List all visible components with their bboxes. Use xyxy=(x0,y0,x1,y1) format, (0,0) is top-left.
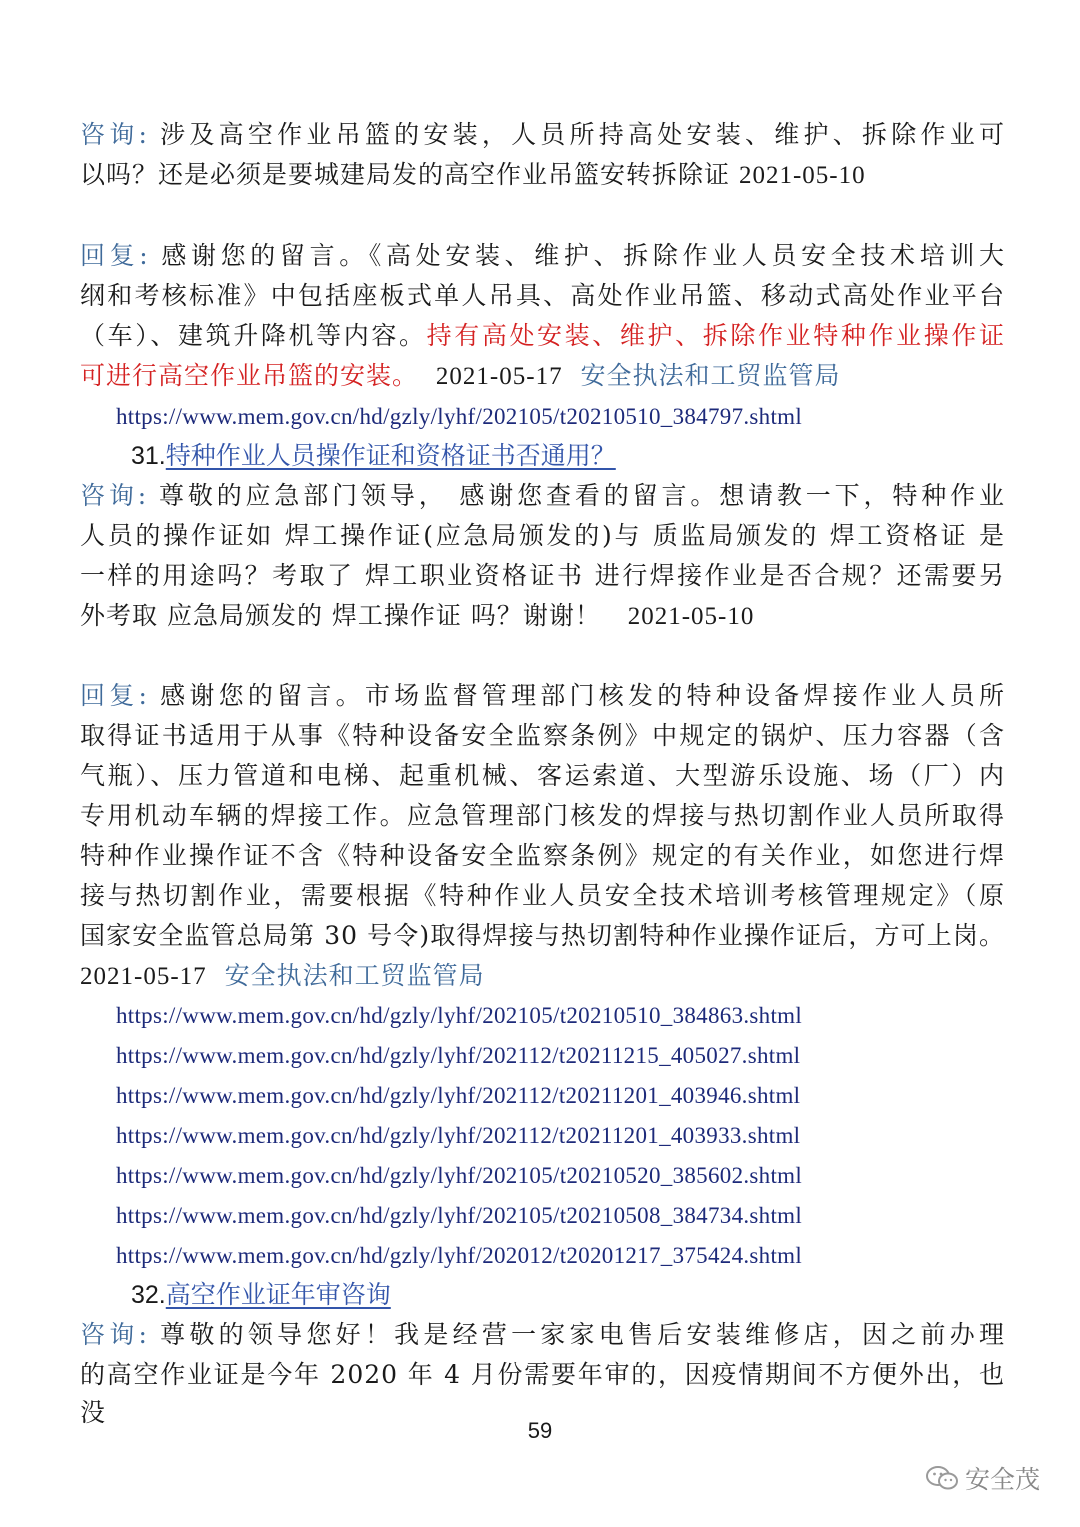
consult-label: 咨询: xyxy=(80,1320,148,1349)
consult-date: 2021-05-10 xyxy=(627,603,755,630)
q31-source-link[interactable]: https://www.mem.gov.cn/hd/gzly/lyhf/202105/t20210508_384734.shtml xyxy=(116,1203,803,1228)
consult-text: 尊敬的应急部门领导， 感谢您查看的留言。想请教一下，特种作业 xyxy=(158,481,1005,510)
watermark-text: 安全茂 xyxy=(965,1465,1041,1494)
consult-text: 人员的操作证如 焊工操作证(应急局颁发的)与 质监局颁发的 焊工资格证 是 xyxy=(80,521,1005,550)
consult-text: 涉及高空作业吊篮的安装，人员所持高处安装、维护、拆除作业可 xyxy=(160,120,1005,149)
q30-reply-line-2 xyxy=(80,277,1005,315)
reply-text: 接与热切割作业，需要根据《特种作业人员安全技术培训考核管理规定》（原 xyxy=(80,881,1005,910)
reply-text: 国家安全监管总局第 30 号令)取得焊接与热切割特种作业操作证后，方可上岗。 xyxy=(80,921,1005,950)
reply-label: 回复: xyxy=(80,241,149,270)
reply-text: 感谢您的留言。市场监督管理部门核发的特种设备焊接作业人员所 xyxy=(160,681,1005,710)
reply-text: 取得证书适用于从事《特种设备安全监察条例》中规定的锅炉、压力容器（含 xyxy=(80,721,1005,750)
consult-date: 2021-05-10 xyxy=(738,162,866,189)
q30-reply-line-3 xyxy=(80,317,1005,355)
q31-reply-line-1 xyxy=(80,677,1005,715)
reply-text: 特种作业操作证不含《特种设备安全监察条例》规定的有关作业，如您进行焊 xyxy=(80,841,1005,870)
q31-reply-line-8 xyxy=(80,957,1005,996)
reply-text: 感谢您的留言。《高处安装、维护、拆除作业人员安全技术培训大 xyxy=(161,241,1005,270)
question-number: 31. xyxy=(131,442,166,470)
q31-consult-line-1 xyxy=(80,477,1005,515)
reply-highlight: 可进行高空作业吊篮的安装。 xyxy=(80,361,419,390)
q31-consult-line-2 xyxy=(80,517,1005,555)
reply-department: 安全执法和工贸监管局 xyxy=(224,961,485,990)
q31-title-link[interactable]: 特种作业人员操作证和资格证书否通用？ xyxy=(165,441,616,470)
q30-reply-line-1 xyxy=(80,237,1005,275)
consult-label: 咨询: xyxy=(80,481,148,510)
page-number: 59 xyxy=(527,1418,553,1443)
consult-text: 一样的用途吗？考取了 焊工职业资格证书 进行焊接作业是否合规？还需要另 xyxy=(80,561,1005,590)
q31-source-link[interactable]: https://www.mem.gov.cn/hd/gzly/lyhf/202112/t20211215_405027.shtml xyxy=(116,1043,801,1068)
q31-reply-line-3 xyxy=(80,757,1005,795)
q31-reply-line-2 xyxy=(80,717,1005,755)
watermark xyxy=(925,1460,1040,1496)
reply-text: 气瓶）、压力管道和电梯、起重机械、客运索道、大型游乐设施、场（厂）内 xyxy=(80,761,1005,790)
q30-source-link[interactable]: https://www.mem.gov.cn/hd/gzly/lyhf/202105/t20210510_384797.shtml xyxy=(116,404,803,429)
reply-date: 2021-05-17 xyxy=(435,363,563,390)
q31-consult-line-4 xyxy=(80,597,1005,636)
reply-text: 纲和考核标准》中包括座板式单人吊具、高处作业吊篮、移动式高处作业平台 xyxy=(80,281,1005,310)
consult-text: 的高空作业证是今年 2020 年 4 月份需要年审的，因疫情期间不方便外出，也没 xyxy=(80,1360,1005,1427)
q31-source-link[interactable]: https://www.mem.gov.cn/hd/gzly/lyhf/202105/t20210510_384863.shtml xyxy=(116,1003,803,1028)
wechat-icon xyxy=(925,1465,959,1491)
reply-highlight: 持有高处安装、维护、拆除作业特种作业操作证 xyxy=(426,321,1005,350)
q31-source-link[interactable]: https://www.mem.gov.cn/hd/gzly/lyhf/202112/t20211201_403946.shtml xyxy=(116,1083,801,1108)
reply-text: （车）、建筑升降机等内容。 xyxy=(80,321,427,350)
q31-reply-line-7 xyxy=(80,917,1005,955)
q30-consult-line-1 xyxy=(80,116,1005,154)
q31-heading xyxy=(131,437,638,475)
consult-label: 咨询: xyxy=(80,120,148,149)
consult-text: 尊敬的领导您好！我是经营一家家电售后安装维修店，因之前办理 xyxy=(160,1320,1005,1349)
consult-text: 外考取 应急局颁发的 焊工操作证 吗？谢谢！ xyxy=(80,601,601,630)
q31-reply-line-5 xyxy=(80,837,1005,875)
question-number: 32. xyxy=(131,1281,166,1309)
q30-reply-line-4 xyxy=(80,357,1005,396)
reply-label: 回复: xyxy=(80,681,148,710)
q32-consult-line-1 xyxy=(80,1316,1005,1354)
consult-text: 以吗？还是必须是要城建局发的高空作业吊篮安转拆除证 xyxy=(80,160,731,189)
q31-source-link[interactable]: https://www.mem.gov.cn/hd/gzly/lyhf/202105/t20210520_385602.shtml xyxy=(116,1163,803,1188)
q31-reply-line-6 xyxy=(80,877,1005,915)
q32-title-link[interactable]: 高空作业证年审咨询 xyxy=(165,1280,391,1309)
q31-consult-line-3 xyxy=(80,557,1005,595)
q31-reply-line-4 xyxy=(80,797,1005,835)
q32-heading xyxy=(131,1276,413,1314)
q31-source-link[interactable]: https://www.mem.gov.cn/hd/gzly/lyhf/202012/t20201217_375424.shtml xyxy=(116,1243,803,1268)
q30-consult-line-2 xyxy=(80,156,1005,195)
q31-source-link[interactable]: https://www.mem.gov.cn/hd/gzly/lyhf/202112/t20211201_403933.shtml xyxy=(116,1123,801,1148)
reply-department: 安全执法和工贸监管局 xyxy=(580,361,841,390)
reply-text: 专用机动车辆的焊接工作。应急管理部门核发的焊接与热切割作业人员所取得 xyxy=(80,801,1005,830)
reply-date: 2021-05-17 xyxy=(80,963,207,990)
